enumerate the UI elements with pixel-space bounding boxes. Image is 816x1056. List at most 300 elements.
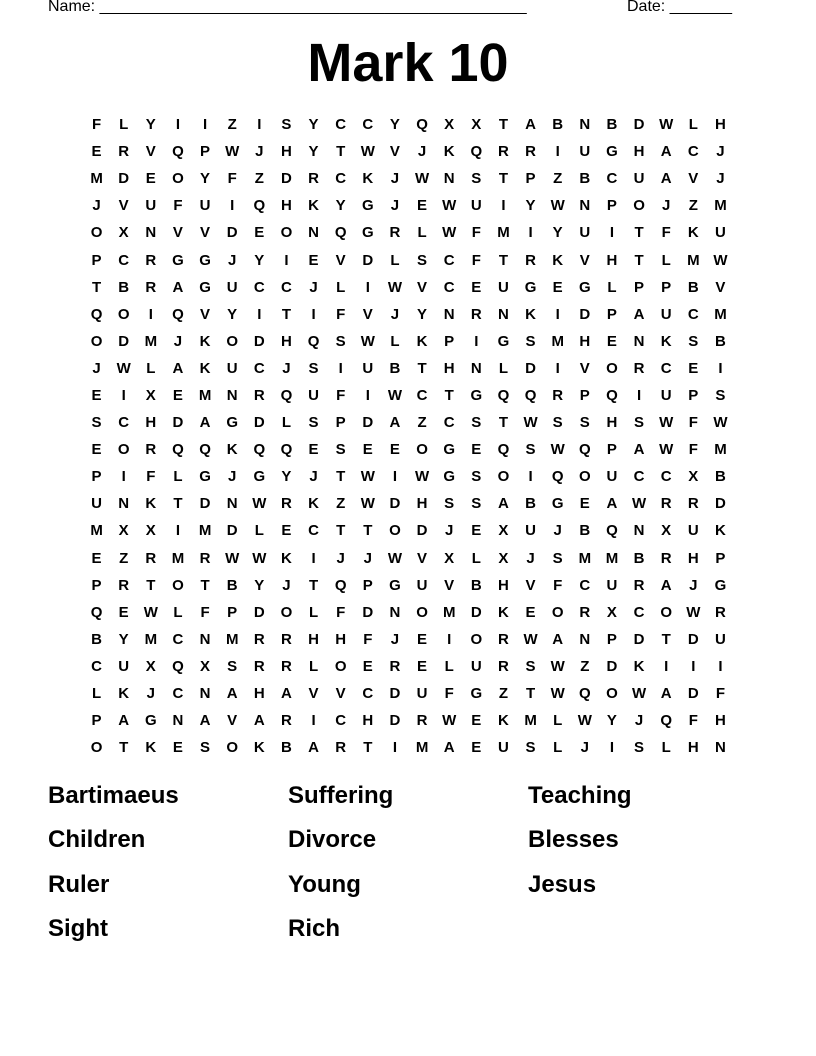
grid-letter: L bbox=[661, 251, 671, 269]
grid-letter: B bbox=[633, 549, 645, 567]
grid-letter: F bbox=[363, 630, 373, 648]
grid-letter: V bbox=[200, 224, 211, 242]
grid-letter: H bbox=[416, 495, 428, 513]
grid-letter: I bbox=[311, 549, 316, 567]
grid-letter: T bbox=[498, 414, 509, 432]
grid-letter: T bbox=[119, 739, 129, 757]
grid-letter: B bbox=[715, 332, 726, 350]
word-list-item: Rich bbox=[288, 914, 341, 942]
grid-letter: N bbox=[715, 739, 726, 757]
grid-letter: H bbox=[687, 549, 699, 567]
grid-letter: B bbox=[470, 576, 482, 594]
grid-letter: W bbox=[116, 359, 131, 377]
grid-letter: Z bbox=[553, 170, 563, 188]
grid-row bbox=[83, 490, 734, 517]
grid-letter: A bbox=[172, 359, 184, 377]
grid-letter: I bbox=[474, 332, 479, 350]
grid-letter: F bbox=[661, 224, 671, 242]
grid-letter: L bbox=[390, 251, 400, 269]
grid-letter: D bbox=[579, 305, 591, 323]
grid-letter: C bbox=[579, 576, 591, 594]
grid-letter: H bbox=[281, 197, 292, 215]
grid-letter: X bbox=[498, 549, 509, 567]
grid-letter: V bbox=[172, 224, 183, 242]
grid-letter: X bbox=[118, 224, 129, 242]
grid-letter: Q bbox=[280, 386, 293, 404]
grid-letter: N bbox=[226, 386, 238, 404]
grid-letter: E bbox=[525, 603, 536, 621]
grid-letter: D bbox=[715, 495, 726, 513]
grid-letter: S bbox=[579, 414, 590, 432]
grid-letter: P bbox=[362, 576, 373, 594]
grid-letter: O bbox=[497, 468, 510, 486]
grid-letter: M bbox=[605, 549, 619, 567]
grid-letter: N bbox=[443, 305, 455, 323]
grid-letter: D bbox=[253, 603, 265, 621]
grid-letter: Q bbox=[497, 386, 510, 404]
grid-row bbox=[83, 111, 734, 138]
grid-letter: H bbox=[606, 251, 618, 269]
grid-letter: R bbox=[687, 495, 699, 513]
grid-letter: L bbox=[661, 739, 671, 757]
grid-letter: K bbox=[199, 332, 211, 350]
grid-letter: R bbox=[660, 495, 672, 513]
grid-letter: L bbox=[254, 522, 264, 540]
grid-letter: Y bbox=[335, 197, 346, 215]
grid-letter: U bbox=[416, 576, 428, 594]
grid-letter: T bbox=[498, 116, 509, 134]
grid-letter: A bbox=[498, 495, 509, 513]
grid-letter: U bbox=[416, 685, 428, 703]
grid-letter: M bbox=[497, 224, 510, 242]
grid-letter: K bbox=[308, 197, 319, 215]
grid-letter: I bbox=[202, 116, 208, 134]
grid-letter: G bbox=[443, 468, 456, 486]
grid-letter: D bbox=[633, 630, 645, 648]
grid-letter: I bbox=[121, 386, 126, 404]
grid-letter: L bbox=[498, 359, 509, 377]
grid-letter: M bbox=[578, 549, 592, 567]
grid-letter: K bbox=[281, 549, 292, 567]
grid-letter: V bbox=[335, 685, 346, 703]
grid-letter: Q bbox=[660, 712, 673, 730]
grid-letter: R bbox=[498, 657, 509, 675]
grid-letter: C bbox=[687, 143, 699, 161]
grid-letter: Z bbox=[119, 549, 129, 567]
grid-letter: G bbox=[470, 386, 483, 404]
grid-letter: B bbox=[552, 116, 564, 134]
grid-letter: Y bbox=[552, 224, 563, 242]
grid-letter: W bbox=[550, 197, 565, 215]
grid-letter: F bbox=[336, 386, 346, 404]
grid-letter: J bbox=[553, 522, 562, 540]
grid-letter: W bbox=[442, 712, 457, 730]
grid-letter: Q bbox=[172, 657, 184, 675]
grid-letter: K bbox=[498, 712, 509, 730]
grid-letter: L bbox=[281, 414, 292, 432]
page-title: Mark 10 bbox=[307, 33, 509, 93]
grid-letter: H bbox=[335, 630, 347, 648]
grid-letter: I bbox=[447, 630, 452, 648]
grid-letter: R bbox=[525, 143, 536, 161]
grid-letter: G bbox=[714, 576, 727, 594]
grid-row bbox=[83, 355, 734, 382]
grid-letter: W bbox=[225, 549, 240, 567]
grid-letter: U bbox=[91, 495, 102, 513]
grid-row bbox=[83, 328, 734, 355]
grid-row bbox=[83, 219, 734, 246]
grid-letter: M bbox=[442, 603, 456, 621]
grid-letter: R bbox=[281, 657, 292, 675]
grid-row bbox=[83, 165, 734, 192]
grid-letter: P bbox=[606, 305, 617, 323]
grid-letter: N bbox=[443, 170, 455, 188]
grid-letter: U bbox=[715, 630, 726, 648]
grid-letter: S bbox=[715, 386, 726, 404]
grid-letter: G bbox=[389, 576, 401, 594]
grid-letter: G bbox=[253, 468, 266, 486]
grid-letter: H bbox=[281, 143, 292, 161]
grid-row bbox=[83, 680, 734, 707]
grid-letter: U bbox=[660, 305, 672, 323]
grid-letter: K bbox=[715, 522, 726, 540]
grid-letter: E bbox=[91, 386, 102, 404]
grid-letter: W bbox=[360, 495, 375, 513]
grid-letter: P bbox=[200, 143, 211, 161]
grid-row bbox=[83, 246, 734, 273]
grid-letter: U bbox=[470, 197, 482, 215]
grid-letter: W bbox=[550, 441, 565, 459]
grid-letter: I bbox=[392, 739, 398, 757]
grid-letter: A bbox=[660, 143, 672, 161]
grid-letter: W bbox=[414, 170, 430, 188]
grid-letter: I bbox=[338, 359, 343, 377]
grid-letter: A bbox=[308, 739, 319, 757]
grid-letter: Y bbox=[254, 251, 265, 269]
grid-row bbox=[83, 653, 734, 680]
grid-letter: D bbox=[470, 603, 482, 621]
grid-letter: Q bbox=[497, 441, 510, 459]
grid-letter: S bbox=[471, 468, 482, 486]
grid-letter: M bbox=[90, 170, 103, 188]
grid-letter: R bbox=[389, 657, 401, 675]
word-list bbox=[48, 776, 788, 953]
grid-letter: H bbox=[362, 712, 374, 730]
grid-letter: B bbox=[226, 576, 238, 594]
grid-letter: E bbox=[471, 278, 482, 296]
grid-letter: Q bbox=[90, 603, 103, 621]
grid-letter: L bbox=[119, 116, 129, 134]
grid-letter: Z bbox=[498, 685, 509, 703]
grid-letter: E bbox=[417, 197, 428, 215]
grid-letter: Y bbox=[389, 116, 400, 134]
grid-letter: P bbox=[579, 386, 590, 404]
grid-letter: T bbox=[281, 305, 292, 323]
grid-letter: W bbox=[577, 712, 592, 730]
grid-row bbox=[83, 626, 734, 653]
grid-letter: M bbox=[171, 549, 185, 567]
grid-row bbox=[83, 409, 734, 436]
grid-letter: Y bbox=[308, 116, 319, 134]
grid-letter: J bbox=[390, 170, 400, 188]
grid-letter: Y bbox=[254, 576, 265, 594]
grid-letter: I bbox=[257, 305, 262, 323]
grid-letter: I bbox=[121, 468, 126, 486]
grid-letter: J bbox=[390, 305, 400, 323]
grid-letter: W bbox=[387, 386, 403, 404]
grid-letter: C bbox=[416, 386, 428, 404]
grid-letter: I bbox=[311, 305, 316, 323]
grid-letter: Q bbox=[606, 522, 618, 540]
grid-letter: F bbox=[336, 305, 346, 323]
grid-letter: M bbox=[198, 386, 212, 404]
grid-letter: E bbox=[362, 441, 373, 459]
grid-letter: A bbox=[660, 170, 672, 188]
grid-letter: M bbox=[415, 739, 429, 757]
grid-letter: J bbox=[634, 712, 644, 730]
grid-letter: S bbox=[471, 414, 482, 432]
grid-letter: P bbox=[91, 468, 102, 486]
grid-letter: Q bbox=[470, 143, 483, 161]
grid-letter: A bbox=[253, 712, 265, 730]
grid-letter: T bbox=[363, 739, 373, 757]
grid-letter: L bbox=[444, 657, 454, 675]
grid-letter: U bbox=[226, 278, 238, 296]
grid-letter: R bbox=[335, 739, 347, 757]
grid-letter: Y bbox=[281, 468, 292, 486]
grid-letter: W bbox=[252, 495, 267, 513]
grid-letter: W bbox=[631, 495, 647, 513]
grid-letter: J bbox=[309, 468, 318, 486]
grid-letter: N bbox=[633, 522, 645, 540]
grid-letter: T bbox=[444, 386, 454, 404]
grid-letter: C bbox=[335, 116, 347, 134]
grid-letter: X bbox=[145, 522, 156, 540]
grid-letter: Z bbox=[227, 116, 237, 134]
grid-letter: I bbox=[636, 386, 642, 404]
grid-letter: W bbox=[225, 143, 240, 161]
grid-letter: J bbox=[662, 197, 671, 215]
grid-letter: R bbox=[199, 549, 211, 567]
grid-letter: J bbox=[282, 576, 291, 594]
grid-letter: O bbox=[226, 739, 239, 757]
grid-letter: U bbox=[606, 576, 618, 594]
grid-letter: R bbox=[145, 278, 157, 296]
grid-letter: V bbox=[417, 278, 428, 296]
grid-letter: Q bbox=[334, 576, 347, 594]
grid-letter: P bbox=[227, 603, 238, 621]
grid-letter: S bbox=[444, 495, 455, 513]
grid-letter: H bbox=[715, 116, 726, 134]
grid-row bbox=[83, 572, 734, 599]
grid-letter: H bbox=[579, 332, 591, 350]
grid-letter: K bbox=[199, 359, 211, 377]
grid-letter: J bbox=[526, 549, 535, 567]
grid-letter: W bbox=[713, 251, 728, 269]
grid-letter: J bbox=[390, 197, 400, 215]
grid-letter: F bbox=[444, 685, 454, 703]
grid-letter: G bbox=[199, 251, 211, 269]
grid-letter: U bbox=[606, 468, 618, 486]
grid-letter: E bbox=[254, 224, 265, 242]
grid-letter: L bbox=[390, 332, 400, 350]
grid-letter: Y bbox=[308, 143, 319, 161]
grid-letter: K bbox=[525, 305, 536, 323]
grid-letter: O bbox=[90, 224, 103, 242]
grid-letter: R bbox=[498, 630, 509, 648]
grid-letter: R bbox=[389, 224, 401, 242]
grid-letter: P bbox=[444, 332, 455, 350]
grid-letter: I bbox=[718, 657, 723, 675]
grid-letter: S bbox=[227, 657, 238, 675]
grid-letter: D bbox=[362, 251, 374, 269]
grid-row bbox=[83, 436, 734, 463]
grid-letter: I bbox=[501, 197, 506, 215]
grid-letter: K bbox=[633, 657, 645, 675]
grid-letter: D bbox=[362, 603, 374, 621]
grid-letter: U bbox=[308, 386, 319, 404]
grid-letter: D bbox=[687, 630, 699, 648]
grid-letter: R bbox=[118, 576, 130, 594]
grid-letter: I bbox=[555, 305, 560, 323]
grid-letter: Q bbox=[307, 332, 320, 350]
grid-letter: O bbox=[606, 685, 618, 703]
grid-letter: N bbox=[118, 495, 130, 513]
grid-letter: G bbox=[524, 278, 537, 296]
grid-letter: G bbox=[443, 441, 456, 459]
grid-letter: U bbox=[579, 224, 591, 242]
grid-letter: L bbox=[146, 359, 156, 377]
grid-letter: P bbox=[606, 441, 617, 459]
grid-row bbox=[83, 734, 734, 761]
grid-letter: J bbox=[689, 576, 698, 594]
grid-letter: D bbox=[226, 224, 238, 242]
grid-letter: S bbox=[308, 414, 319, 432]
grid-letter: A bbox=[633, 441, 645, 459]
grid-letter: F bbox=[715, 685, 726, 703]
grid-letter: N bbox=[199, 630, 211, 648]
grid-letter: E bbox=[91, 143, 102, 161]
grid-row bbox=[83, 192, 734, 219]
grid-letter: U bbox=[633, 170, 645, 188]
grid-letter: B bbox=[687, 278, 699, 296]
grid-letter: Q bbox=[524, 386, 537, 404]
grid-letter: A bbox=[199, 414, 211, 432]
grid-letter: W bbox=[550, 657, 565, 675]
grid-row bbox=[83, 301, 734, 328]
grid-letter: D bbox=[525, 359, 536, 377]
grid-letter: S bbox=[552, 549, 563, 567]
grid-letter: I bbox=[175, 116, 181, 134]
grid-letter: T bbox=[173, 495, 183, 513]
grid-letter: T bbox=[525, 685, 536, 703]
grid-letter: S bbox=[471, 495, 482, 513]
grid-letter: V bbox=[389, 143, 400, 161]
grid-letter: U bbox=[226, 359, 238, 377]
grid-letter: Y bbox=[118, 630, 129, 648]
grid-letter: C bbox=[443, 251, 455, 269]
grid-letter: E bbox=[91, 549, 102, 567]
grid-letter: G bbox=[199, 278, 211, 296]
word-list-item: Divorce bbox=[288, 826, 377, 854]
grid-letter: F bbox=[146, 468, 156, 486]
grid-letter: O bbox=[633, 197, 645, 215]
grid-letter: R bbox=[281, 712, 292, 730]
grid-letter: R bbox=[633, 359, 645, 377]
grid-letter: C bbox=[118, 414, 130, 432]
grid-letter: A bbox=[660, 685, 672, 703]
grid-letter: F bbox=[336, 603, 346, 621]
grid-letter: M bbox=[714, 305, 727, 323]
grid-letter: J bbox=[336, 549, 345, 567]
grid-letter: K bbox=[145, 495, 157, 513]
grid-letter: G bbox=[551, 495, 564, 513]
grid-letter: Y bbox=[145, 116, 156, 134]
grid-letter: V bbox=[362, 305, 373, 323]
grid-letter: C bbox=[308, 522, 319, 540]
grid-letter: L bbox=[471, 549, 481, 567]
grid-letter: N bbox=[226, 495, 238, 513]
grid-letter: B bbox=[91, 630, 102, 648]
grid-letter: Q bbox=[606, 386, 618, 404]
grid-letter: F bbox=[200, 603, 210, 621]
grid-letter: C bbox=[335, 712, 347, 730]
grid-letter: H bbox=[308, 630, 319, 648]
grid-letter: D bbox=[687, 685, 699, 703]
grid-letter: E bbox=[308, 441, 319, 459]
grid-letter: N bbox=[172, 712, 184, 730]
grid-letter: S bbox=[91, 414, 102, 432]
grid-letter: X bbox=[688, 468, 699, 486]
grid-letter: X bbox=[118, 522, 129, 540]
grid-letter: J bbox=[92, 197, 101, 215]
grid-letter: S bbox=[281, 116, 292, 134]
grid-letter: I bbox=[148, 305, 153, 323]
grid-letter: G bbox=[578, 278, 591, 296]
grid-letter: T bbox=[336, 522, 346, 540]
grid-letter: U bbox=[470, 657, 482, 675]
grid-letter: I bbox=[609, 224, 615, 242]
grid-letter: A bbox=[172, 278, 184, 296]
grid-letter: C bbox=[606, 170, 618, 188]
grid-row bbox=[83, 274, 734, 301]
grid-letter: T bbox=[146, 576, 156, 594]
grid-letter: N bbox=[389, 603, 401, 621]
grid-letter: D bbox=[253, 332, 265, 350]
grid-letter: W bbox=[442, 224, 457, 242]
grid-letter: I bbox=[528, 468, 533, 486]
grid-letter: P bbox=[606, 197, 617, 215]
grid-letter: A bbox=[525, 116, 536, 134]
grid-letter: E bbox=[362, 657, 373, 675]
grid-row bbox=[83, 707, 734, 734]
grid-letter: T bbox=[308, 576, 319, 594]
grid-letter: R bbox=[145, 549, 157, 567]
grid-letter: O bbox=[90, 739, 103, 757]
grid-letter: Y bbox=[525, 197, 536, 215]
grid-row bbox=[83, 138, 734, 165]
grid-letter: D bbox=[253, 414, 265, 432]
grid-letter: C bbox=[362, 685, 374, 703]
grid-letter: R bbox=[715, 603, 726, 621]
grid-letter: W bbox=[523, 414, 538, 432]
grid-letter: M bbox=[551, 332, 564, 350]
grid-letter: A bbox=[443, 739, 455, 757]
grid-letter: G bbox=[144, 712, 157, 730]
grid-letter: I bbox=[528, 224, 533, 242]
grid-letter: V bbox=[417, 549, 428, 567]
grid-letter: D bbox=[226, 522, 238, 540]
